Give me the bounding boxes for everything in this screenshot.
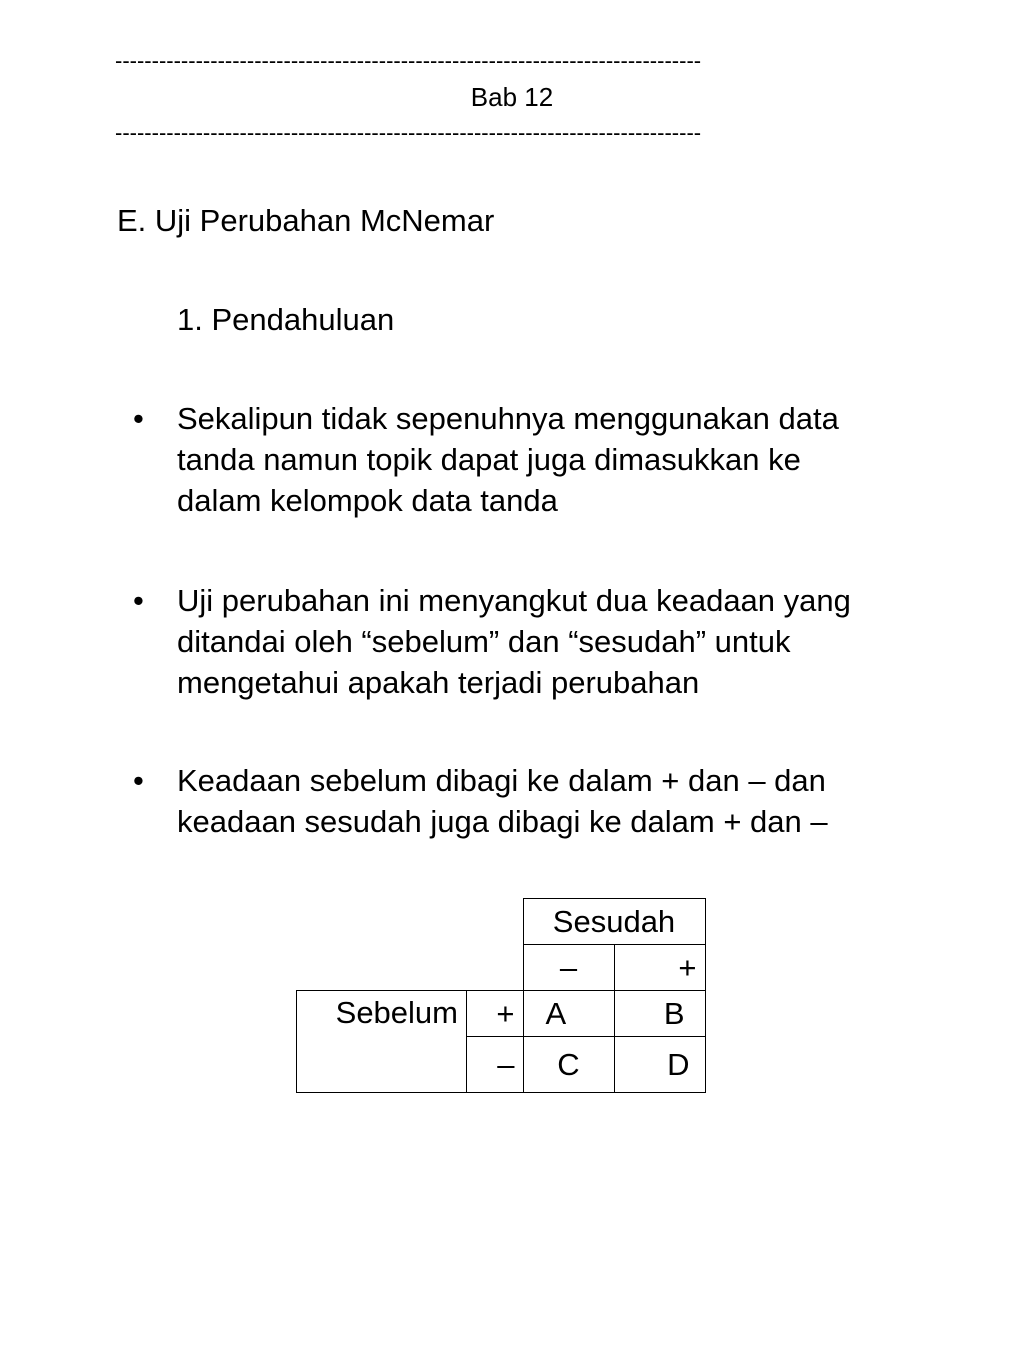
cell-d: D [614,1037,705,1093]
bullet-text-line: dalam kelompok data tanda [177,483,558,518]
row-minus: – [467,1037,524,1093]
bullet-item-3 [133,760,933,842]
table-empty-cell [297,945,467,991]
row-header-sebelum: Sebelum [297,991,467,1093]
table-empty-cell [297,899,467,945]
col-minus: – [523,945,614,991]
bullet-item-2 [133,580,933,703]
bullet-text-line: Sekalipun tidak sepenuhnya menggunakan data [177,401,839,436]
bullet-text-line: mengetahui apakah terjadi perubahan [177,665,700,700]
section-subheading: 1. Pendahuluan [177,302,395,337]
bullet-icon: • [133,763,144,798]
header-rule-top: -------------------------------------------------------------------------------- [115,48,702,73]
mcnemar-table [296,898,706,1093]
bullet-text-line: ditandai oleh “sebelum” dan “sesudah” untuk [177,624,791,659]
col-header-sesudah: Sesudah [523,899,705,945]
table-empty-cell [467,945,524,991]
section-heading: E. Uji Perubahan McNemar [117,203,495,238]
col-plus: + [614,945,705,991]
bullet-item-1 [133,398,933,521]
header-rule-bottom: -------------------------------------------------------------------------------- [115,120,702,145]
cell-b: B [614,991,705,1037]
table-empty-cell [467,899,524,945]
chapter-title: Bab 12 [470,82,554,112]
bullet-text-line: keadaan sesudah juga dibagi ke dalam + dan – [177,804,828,839]
row-plus: + [467,991,524,1037]
cell-c: C [523,1037,614,1093]
bullet-text-line: Uji perubahan ini menyangkut dua keadaan yang [177,583,851,618]
cell-a: A [523,991,614,1037]
bullet-text-line: tanda namun topik dapat juga dimasukkan ke [177,442,801,477]
bullet-icon: • [133,583,144,618]
bullet-text-line: Keadaan sebelum dibagi ke dalam + dan – dan [177,763,826,798]
bullet-icon: • [133,401,144,436]
